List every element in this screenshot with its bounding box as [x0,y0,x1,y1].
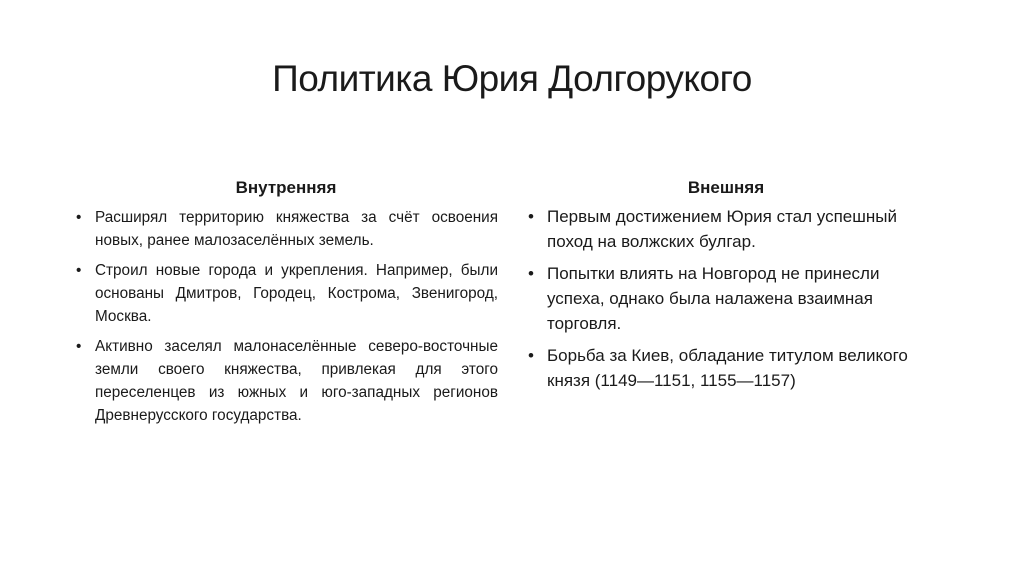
external-list [526,204,926,393]
bullet-icon: • [76,338,82,355]
list-item-text: Активно заселял малонаселённые северо-восточные земли своего княжества, привлекая для этого переселенцев из южных и юго-западных регионов Древнерусского государства. [95,338,498,424]
list-item [526,343,926,393]
bullet-icon: • [528,207,534,226]
list-item-text: Первым достижением Юрия стал успешный поход на волжских булгар. [547,207,897,251]
list-item-text: Расширял территорию княжества за счёт освоения новых, ранее малозаселённых земель. [95,209,498,249]
list-item [74,259,498,328]
list-item [526,261,926,336]
internal-heading: Внутренняя [235,178,337,197]
list-item [526,204,926,254]
list-item [74,335,498,427]
bullet-icon: • [76,209,82,226]
internal-policy-column [74,178,498,434]
external-heading: Внешняя [687,178,765,197]
list-item-text: Попытки влиять на Новгород не принесли успеха, однако была налажена взаимная торговля. [547,264,880,333]
internal-list [74,206,498,427]
slide-title: Политика Юрия Долгорукого [272,58,752,99]
external-policy-column [526,178,926,400]
bullet-icon: • [528,264,534,283]
list-item-text: Борьба за Киев, обладание титулом великого князя (1149—1151, 1155—1157) [547,346,908,390]
list-item [74,206,498,252]
bullet-icon: • [76,262,82,279]
bullet-icon: • [528,346,534,365]
list-item-text: Строил новые города и укрепления. Например, были основаны Дмитров, Городец, Кострома, Звенигород, Москва. [95,262,498,325]
